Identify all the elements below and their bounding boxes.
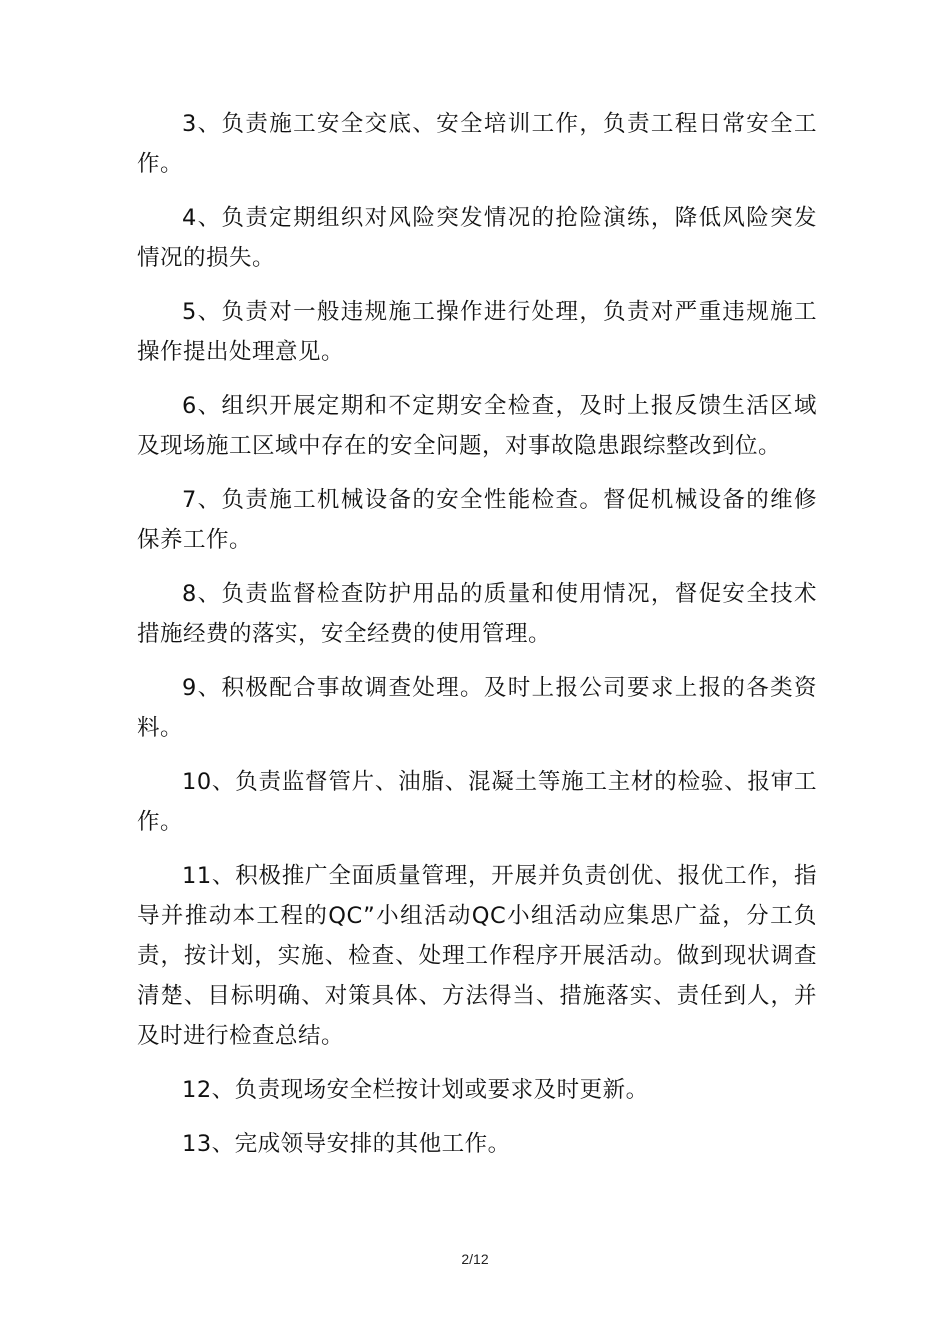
paragraph-item-3: 3、负责施工安全交底、安全培训工作，负责工程日常安全工作。	[137, 111, 817, 177]
paragraph-item-6: 6、组织开展定期和不定期安全检查，及时上报反馈生活区域及现场施工区域中存在的安全问题，对事故隐患跟综整改到位。	[137, 393, 817, 459]
paragraph-item-8: 8、负责监督检查防护用品的质量和使用情况，督促安全技术措施经费的落实，安全经费的使用管理。	[137, 581, 817, 647]
paragraph-item-5: 5、负责对一般违规施工操作进行处理，负责对严重违规施工操作提出处理意见。	[137, 299, 817, 365]
paragraph-item-12: 12、负责现场安全栏按计划或要求及时更新。	[182, 1077, 649, 1103]
paragraph-item-7: 7、负责施工机械设备的安全性能检查。督促机械设备的维修保养工作。	[137, 487, 817, 553]
paragraph-item-10: 10、负责监督管片、油脂、混凝土等施工主材的检验、报审工作。	[137, 769, 817, 835]
paragraph-item-13: 13、完成领导安排的其他工作。	[182, 1131, 511, 1157]
document-body	[137, 104, 817, 1178]
paragraph-item-11: 11、积极推广全面质量管理，开展并负责创优、报优工作，指导并推动本工程的QC”小组活动QC小组活动应集思广益，分工负责，按计划，实施、检查、处理工作程序开展活动。做到现状调查清楚、目标明确、对策具体、方法得当、措施落实、责任到人，并及时进行检查总结。	[137, 863, 817, 1049]
paragraph-item-4: 4、负责定期组织对风险突发情况的抢险演练，降低风险突发情况的损失。	[137, 205, 817, 271]
page-number: 2/12	[461, 1251, 489, 1267]
paragraph-item-9: 9、积极配合事故调查处理。及时上报公司要求上报的各类资料。	[137, 675, 817, 741]
